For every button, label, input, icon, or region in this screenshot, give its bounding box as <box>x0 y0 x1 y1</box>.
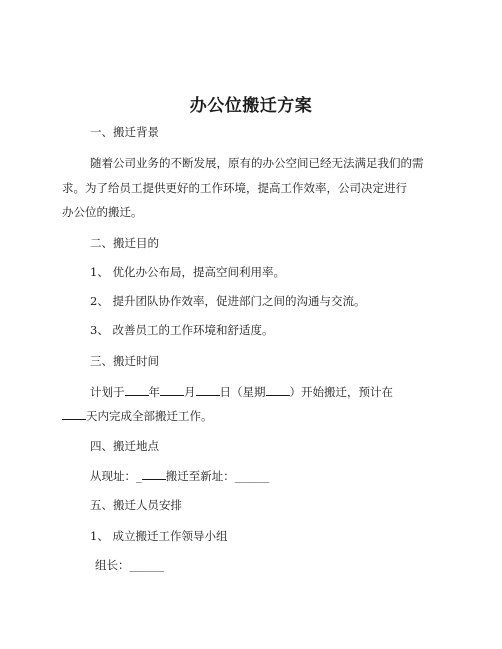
to-address-value: ______ <box>234 469 270 483</box>
paragraph-line: 办公位的搬迁。 <box>62 205 143 219</box>
section-heading-purpose: 二、搬迁目的 <box>90 236 159 250</box>
list-item: 3、 改善员工的工作环境和舒适度。 <box>90 323 274 337</box>
paragraph-line: 随着公司业务的不断发展，原有的办公空间已经无法满足我们的需 <box>90 156 424 170</box>
list-item: 1、 成立搬迁工作领导小组 <box>90 529 228 543</box>
schedule-line <box>90 383 393 400</box>
day-blank <box>196 383 220 396</box>
schedule-text: 年 <box>148 385 160 399</box>
section-heading-background: 一、搬迁背景 <box>90 125 159 139</box>
from-prefix: _ <box>136 469 142 483</box>
days-blank <box>62 407 86 420</box>
schedule-text: ）开始搬迁，预计在 <box>289 385 393 399</box>
section-heading-location: 四、搬迁地点 <box>90 439 159 453</box>
weekday-blank <box>266 383 290 396</box>
month-blank <box>160 383 184 396</box>
from-label: 从现址： <box>90 469 136 483</box>
list-item: 2、 提升团队协作效率，促进部门之间的沟通与交流。 <box>90 294 366 308</box>
list-item: 1、 优化办公布局，提高空间利用率。 <box>90 265 285 279</box>
document-title: 办公位搬迁方案 <box>189 96 313 116</box>
schedule-line <box>62 407 213 424</box>
section-heading-staffing: 五、搬迁人员安排 <box>90 498 182 512</box>
paragraph-line: 求。为了给员工提供更好的工作环境，提高工作效率，公司决定进行 <box>62 181 407 195</box>
address-line <box>90 467 269 484</box>
schedule-text: 天内完成全部搬迁工作。 <box>86 409 213 423</box>
year-blank <box>125 383 149 396</box>
schedule-text: 计划于 <box>90 385 125 399</box>
section-heading-time: 三、搬迁时间 <box>90 354 159 368</box>
schedule-text: 日（星期 <box>219 385 266 399</box>
to-label: 搬迁至新址： <box>165 469 235 483</box>
from-address-blank <box>142 467 166 480</box>
schedule-text: 月 <box>184 385 196 399</box>
leader-value: ______ <box>129 558 164 572</box>
leader-label: 组长： <box>95 558 130 572</box>
leader-line <box>95 557 164 573</box>
